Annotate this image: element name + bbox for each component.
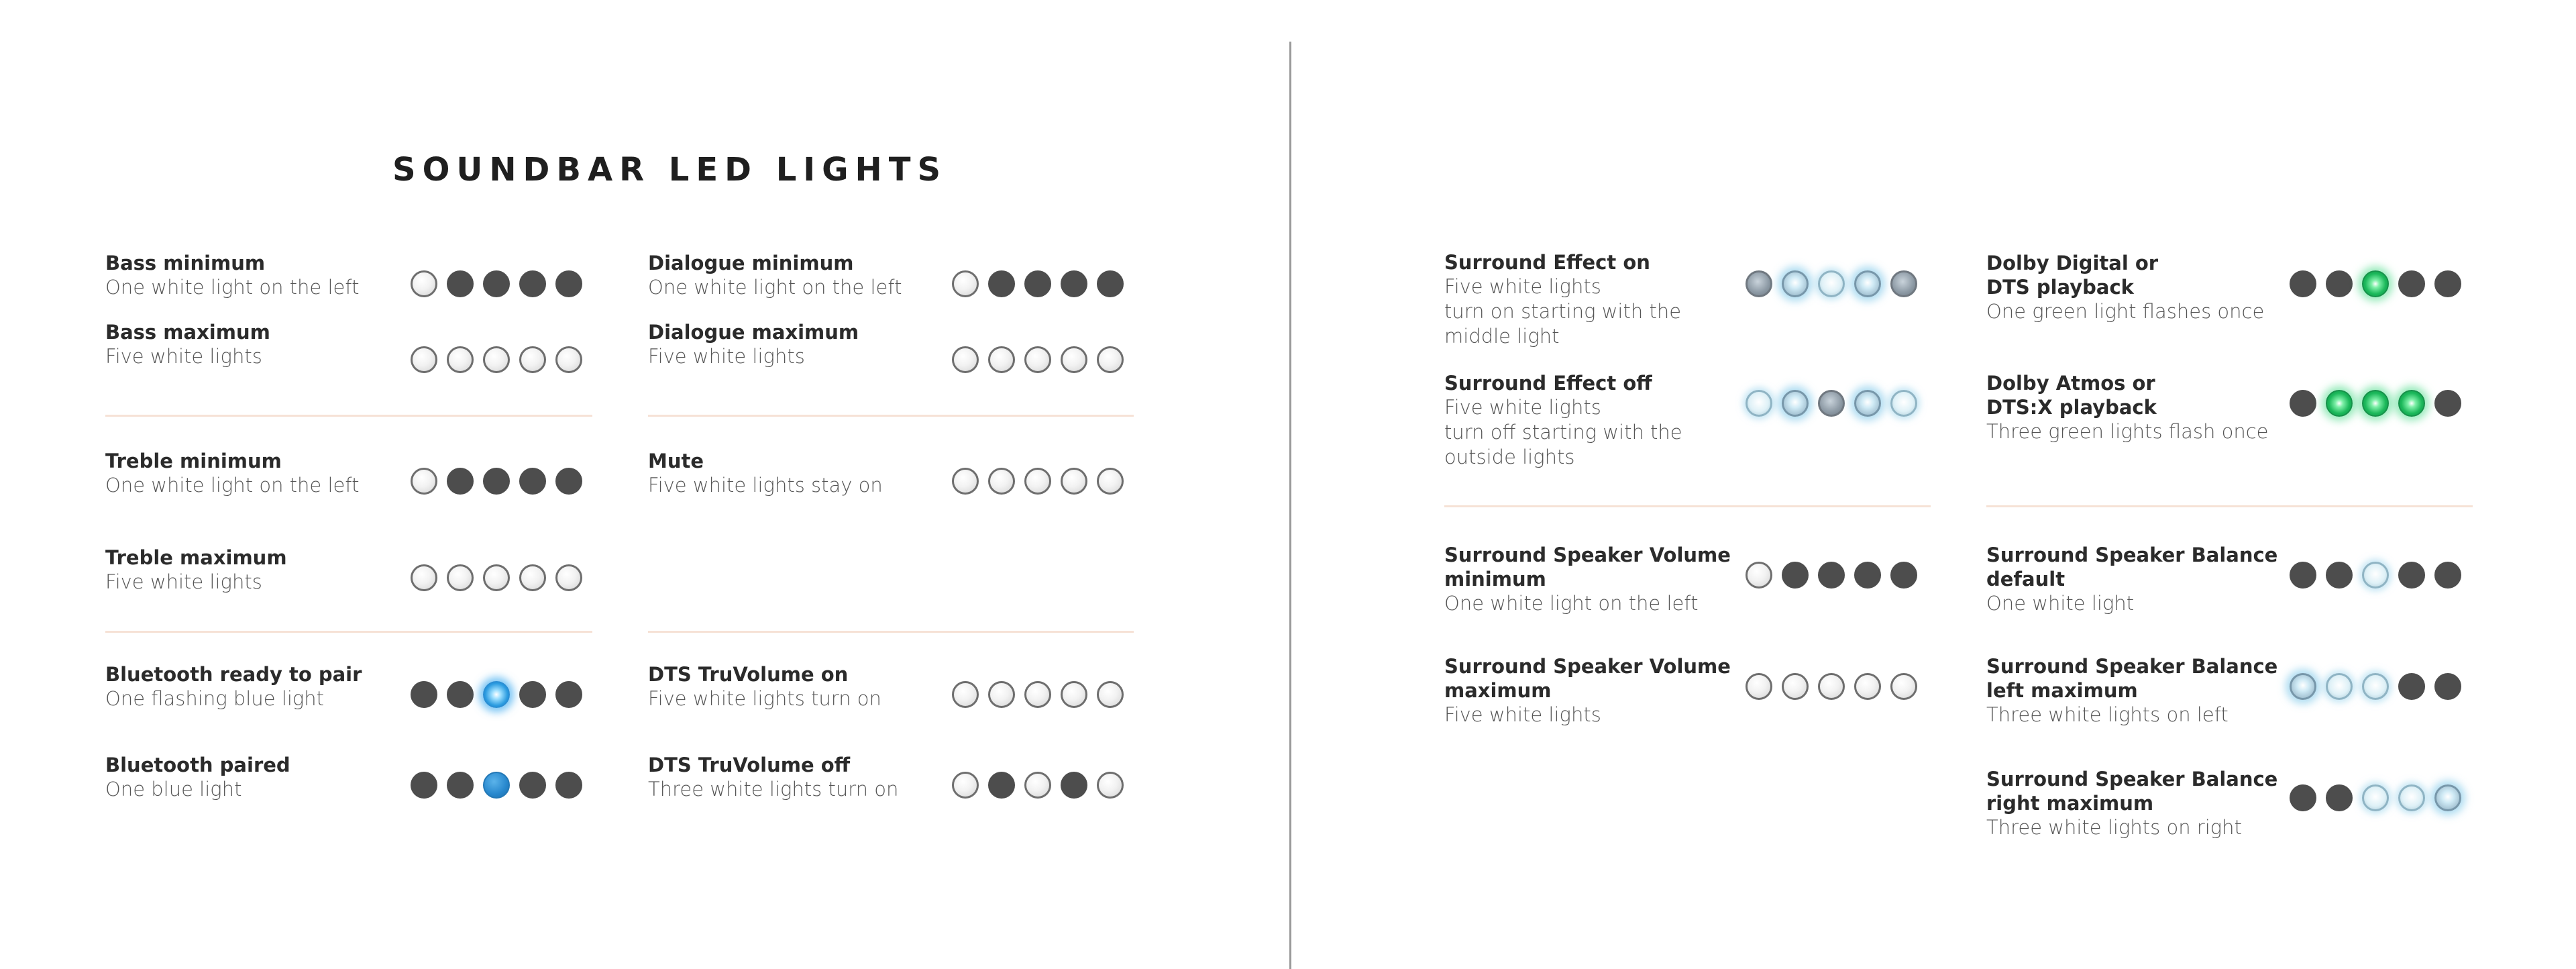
entry-name: Surround Speaker Balance: [1986, 544, 2278, 566]
led-pale-icon: [1890, 390, 1917, 417]
entry-description: turn on starting with the: [1444, 300, 1682, 323]
entry-name: minimum: [1444, 568, 1546, 591]
led-dark-icon: [2326, 270, 2353, 297]
entry-name: Bluetooth ready to pair: [105, 663, 362, 686]
led-indicator-row: [2290, 562, 2461, 589]
separator: [1986, 505, 2473, 507]
led-green-icon: [2398, 390, 2425, 417]
entry-name: Dolby Digital or: [1986, 252, 2159, 274]
entry-description: Five white lights: [1444, 396, 1601, 419]
entry-description: One white light: [1986, 592, 2135, 615]
led-dark-icon: [2434, 673, 2461, 700]
led-indicator-row: [411, 772, 582, 799]
entry-description: One blue light: [105, 778, 242, 801]
entry-name: Mute: [648, 450, 704, 472]
led-indicator-row: [2290, 784, 2461, 811]
entry-name: DTS:X playback: [1986, 396, 2157, 419]
led-white-icon: [988, 468, 1015, 495]
led-green-icon: [2326, 390, 2353, 417]
led-dark-icon: [2290, 562, 2316, 589]
entry-name: Treble maximum: [105, 546, 287, 569]
entry-text: [1444, 371, 1682, 470]
led-dark-icon: [555, 681, 582, 708]
led-glow-icon: [2290, 673, 2316, 700]
entry-text: [105, 753, 290, 802]
entry-name: DTS TruVolume on: [648, 663, 849, 686]
led-white-icon: [1854, 673, 1881, 700]
entry-description: One flashing blue light: [105, 687, 325, 710]
entry-text: [1444, 250, 1681, 349]
led-dark-icon: [988, 772, 1015, 799]
entry-text: [648, 753, 898, 802]
led-dark-icon: [1818, 562, 1845, 589]
entry-description: Three white lights on right: [1986, 816, 2242, 839]
led-dark-icon: [519, 681, 546, 708]
entry-name: DTS TruVolume off: [648, 754, 851, 776]
entry-text: [105, 546, 287, 595]
led-pale-icon: [1746, 390, 1772, 417]
led-dark-icon: [483, 468, 510, 495]
led-dark-icon: [2434, 390, 2461, 417]
entry-text: [648, 662, 881, 711]
led-dark-icon: [447, 468, 474, 495]
entry-text: [105, 320, 270, 369]
entry-text: [1986, 251, 2264, 324]
entry-description: Three white lights turn on: [648, 778, 899, 801]
led-white-icon: [1097, 772, 1124, 799]
led-white-icon: [1746, 562, 1772, 589]
led-white-icon: [1746, 673, 1772, 700]
led-dark-icon: [1061, 270, 1087, 297]
entry-name: Treble minimum: [105, 450, 282, 472]
led-white-icon: [1818, 673, 1845, 700]
entry-text: [648, 251, 902, 300]
led-indicator-row: [411, 346, 582, 373]
entry-description: Three green lights flash once: [1986, 420, 2269, 443]
led-white-icon: [1024, 468, 1051, 495]
led-white-icon: [447, 564, 474, 591]
led-dark-icon: [2290, 270, 2316, 297]
led-indicator-row: [1746, 390, 1917, 417]
entry-description: One green light flashes once: [1986, 300, 2265, 323]
led-indicator-row: [1746, 673, 1917, 700]
led-white-icon: [411, 564, 437, 591]
led-white-icon: [1024, 346, 1051, 373]
led-grey-icon: [1746, 270, 1772, 297]
led-indicator-row: [411, 681, 582, 708]
page-divider: [1289, 42, 1291, 969]
entry-name: Dolby Atmos or: [1986, 372, 2155, 395]
entry-text: [1444, 654, 1731, 727]
led-white-icon: [411, 270, 437, 297]
led-dark-icon: [483, 270, 510, 297]
entry-description: outside lights: [1444, 446, 1575, 468]
led-dark-icon: [1782, 562, 1809, 589]
led-white-icon: [952, 681, 979, 708]
led-glow-icon: [1782, 270, 1809, 297]
entry-description: turn off starting with the: [1444, 421, 1682, 444]
led-white-icon: [988, 346, 1015, 373]
led-pale-icon: [2362, 784, 2389, 811]
entry-text: [648, 449, 883, 498]
entry-text: [1986, 371, 2269, 444]
led-white-icon: [1097, 468, 1124, 495]
led-white-icon: [519, 564, 546, 591]
led-grey-icon: [1818, 390, 1845, 417]
led-pale-icon: [2362, 562, 2389, 589]
led-dark-icon: [2290, 784, 2316, 811]
entry-name: Bass maximum: [105, 321, 270, 344]
entry-text: [105, 449, 359, 498]
entry-description: One white light on the left: [105, 474, 360, 497]
entry-text: [105, 251, 359, 300]
entry-name: DTS playback: [1986, 276, 2134, 299]
entry-text: [1986, 654, 2277, 727]
led-indicator-row: [1746, 562, 1917, 589]
led-white-icon: [555, 346, 582, 373]
entry-description: Five white lights: [1444, 275, 1601, 298]
led-dark-icon: [555, 468, 582, 495]
entry-name: Surround Speaker Volume: [1444, 544, 1731, 566]
led-glow-icon: [1782, 390, 1809, 417]
led-green-icon: [2362, 270, 2389, 297]
led-white-icon: [1024, 772, 1051, 799]
entry-description: One white light on the left: [648, 276, 902, 299]
led-white-icon: [1061, 681, 1087, 708]
entry-description: Three white lights on left: [1986, 703, 2229, 726]
led-green-icon: [2362, 390, 2389, 417]
entry-description: middle light: [1444, 325, 1560, 348]
led-white-icon: [447, 346, 474, 373]
entry-description: Five white lights: [105, 570, 262, 593]
led-indicator-row: [952, 468, 1124, 495]
led-glow-icon: [1854, 390, 1881, 417]
led-indicator-row: [2290, 270, 2461, 297]
entry-text: [1986, 767, 2277, 840]
led-indicator-row: [1746, 270, 1917, 297]
entry-name: Dialogue minimum: [648, 252, 854, 274]
led-white-icon: [519, 346, 546, 373]
led-dark-icon: [519, 772, 546, 799]
led-dark-icon: [555, 772, 582, 799]
led-dark-icon: [1061, 772, 1087, 799]
led-dark-icon: [447, 681, 474, 708]
separator: [648, 415, 1134, 417]
entry-name: default: [1986, 568, 2065, 591]
led-dark-icon: [555, 270, 582, 297]
entry-name: Surround Effect on: [1444, 251, 1650, 274]
led-pale-icon: [2398, 784, 2425, 811]
led-pale-icon: [1818, 270, 1845, 297]
entry-name: right maximum: [1986, 792, 2154, 815]
led-white-icon: [952, 346, 979, 373]
entry-description: Five white lights turn on: [648, 687, 881, 710]
entry-name: Surround Speaker Balance: [1986, 768, 2278, 790]
entry-description: Five white lights stay on: [648, 474, 883, 497]
led-dark-icon: [988, 270, 1015, 297]
entry-text: [1986, 543, 2277, 616]
led-indicator-row: [2290, 390, 2461, 417]
led-indicator-row: [952, 346, 1124, 373]
led-dark-icon: [1854, 562, 1881, 589]
led-dark-icon: [411, 772, 437, 799]
led-white-icon: [1024, 681, 1051, 708]
led-blue-icon: [483, 772, 510, 799]
led-blue-flash-icon: [483, 681, 510, 708]
led-indicator-row: [411, 468, 582, 495]
separator: [1444, 505, 1931, 507]
entry-name: Bass minimum: [105, 252, 266, 274]
led-dark-icon: [2434, 270, 2461, 297]
led-indicator-row: [411, 564, 582, 591]
led-dark-icon: [2326, 784, 2353, 811]
led-white-icon: [483, 346, 510, 373]
led-dark-icon: [447, 772, 474, 799]
led-dark-icon: [1097, 270, 1124, 297]
led-white-icon: [1061, 346, 1087, 373]
led-indicator-row: [952, 772, 1124, 799]
led-indicator-row: [952, 270, 1124, 297]
led-indicator-row: [2290, 673, 2461, 700]
led-dark-icon: [1024, 270, 1051, 297]
led-white-icon: [1061, 468, 1087, 495]
entry-name: Bluetooth paired: [105, 754, 290, 776]
led-indicator-row: [952, 681, 1124, 708]
entry-description: One white light on the left: [1444, 592, 1699, 615]
led-white-icon: [411, 346, 437, 373]
led-dark-icon: [1890, 562, 1917, 589]
led-pale-icon: [2362, 673, 2389, 700]
led-dark-icon: [519, 270, 546, 297]
separator: [648, 631, 1134, 633]
entry-description: Five white lights: [105, 345, 262, 368]
separator: [105, 631, 592, 633]
led-white-icon: [555, 564, 582, 591]
led-white-icon: [988, 681, 1015, 708]
led-dark-icon: [447, 270, 474, 297]
entry-description: Five white lights: [1444, 703, 1601, 726]
led-dark-icon: [411, 681, 437, 708]
page-title: SOUNDBAR LED LIGHTS: [392, 151, 948, 189]
entry-description: Five white lights: [648, 345, 805, 368]
led-white-icon: [1097, 681, 1124, 708]
led-white-icon: [952, 270, 979, 297]
led-white-icon: [411, 468, 437, 495]
entry-description: One white light on the left: [105, 276, 360, 299]
led-dark-icon: [2398, 673, 2425, 700]
entry-name: Surround Speaker Volume: [1444, 655, 1731, 678]
led-dark-icon: [2434, 562, 2461, 589]
entry-name: Surround Speaker Balance: [1986, 655, 2278, 678]
entry-text: [1444, 543, 1731, 616]
led-glow-icon: [1854, 270, 1881, 297]
led-dark-icon: [2326, 562, 2353, 589]
led-white-icon: [952, 772, 979, 799]
led-dark-icon: [2398, 270, 2425, 297]
led-dark-icon: [2290, 390, 2316, 417]
led-dark-icon: [2398, 562, 2425, 589]
led-indicator-row: [411, 270, 582, 297]
led-white-icon: [952, 468, 979, 495]
led-pale-icon: [2326, 673, 2353, 700]
entry-name: Surround Effect off: [1444, 372, 1652, 395]
entry-name: maximum: [1444, 679, 1552, 702]
entry-name: left maximum: [1986, 679, 2138, 702]
led-white-icon: [1097, 346, 1124, 373]
led-white-icon: [1890, 673, 1917, 700]
led-white-icon: [483, 564, 510, 591]
separator: [105, 415, 592, 417]
led-dark-icon: [519, 468, 546, 495]
entry-name: Dialogue maximum: [648, 321, 859, 344]
led-grey-icon: [1890, 270, 1917, 297]
led-white-icon: [1782, 673, 1809, 700]
entry-text: [648, 320, 859, 369]
led-glow-icon: [2434, 784, 2461, 811]
entry-text: [105, 662, 362, 711]
